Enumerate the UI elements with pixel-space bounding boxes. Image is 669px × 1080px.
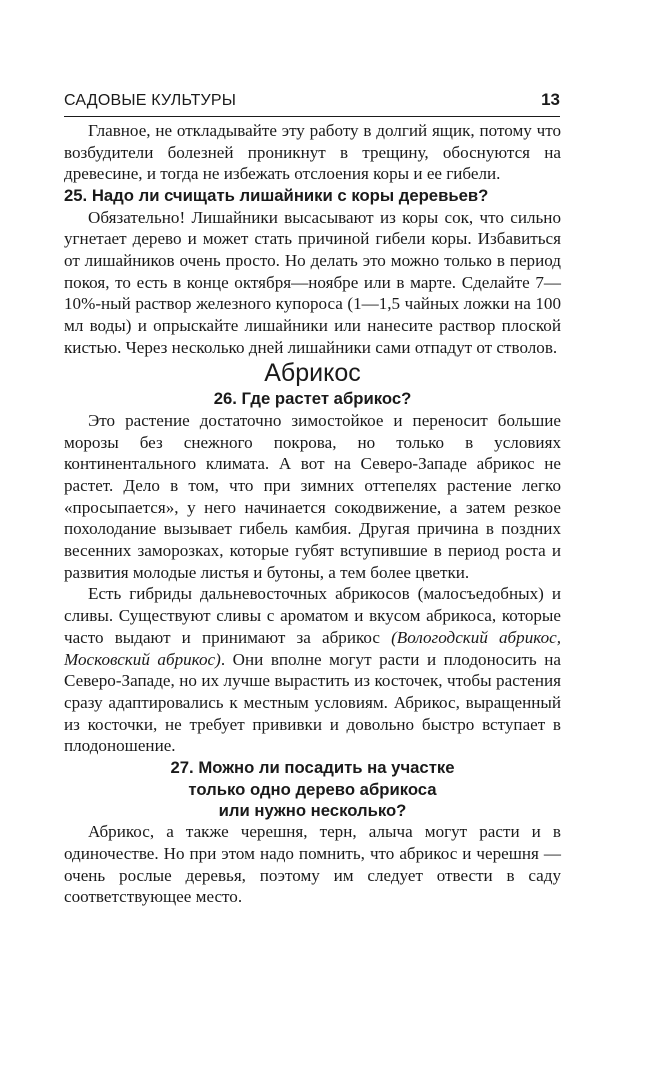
question-25-heading: 25. Надо ли счищать лишайники с коры деревьев? (64, 186, 489, 206)
answer-2-italic: (Вологодский абрикос, Московский абрикос) (64, 627, 561, 669)
page-content (64, 120, 561, 908)
question-26-answer-paragraph-2 (64, 583, 561, 757)
question-27-line-3: или нужно несколько? (218, 800, 407, 820)
question-27-answer: Абрикос, а также черешня, терн, алыча могут расти и в одиночестве. Но при этом надо помнить, что абрикос и черешня — очень рослые деревья, поэтому им следует отвести в саду соответствующее место. (64, 822, 561, 907)
answer-2-end: . Они вполне могут расти и плодоносить на Северо-Западе, но их лучше вырастить из косточек, чтобы растения сразу адаптировались к местным условиям. Абрикос, выращенный из косточки, не требует прививки и довольно быстро вступает в плодоношение. (64, 649, 561, 756)
question-27-line-1: 27. Можно ли посадить на участке (170, 758, 455, 778)
answer-2-start: Есть гибриды дальневосточных абрикосов (малосъедобных) и сливы. Существуют сливы с ароматом и вкусом абрикоса, которые часто выдают и принимают за абрикос (64, 584, 561, 647)
intro-paragraph: Главное, не откладывайте эту работу в долгий ящик, потому что возбудители болезней проникнут в трещину, обоснуются на древесине, и тогда не избежать отслоения коры и ее гибели. (64, 121, 561, 184)
question-26-answer-paragraph-1: Это растение достаточно зимостойкое и переносит большие морозы без снежного покрова, но только в условиях континентального климата. А вот на Северо-Западе абрикос не растет. Дело в том, что при зимних оттепелях растение легко «просыпается», у него начинается сокодвижение, а затем резкое похолодание вызывает гибель камбия. Другая причина в поздних весенних заморозках, которые губят вступившие в период роста и развития молодые листья и бутоны, а тем более цветки. (64, 410, 561, 582)
page-number: 13 (541, 90, 560, 109)
question-27-line-2: только одно дерево абрикоса (188, 779, 437, 799)
section-title: Абрикос (264, 359, 361, 388)
question-25-answer: Обязательно! Лишайники высасывают из коры сок, что сильно угнетает дерево и может стать причиной гибели коры. Избавиться от лишайников очень просто. Но делать это можно только в период покоя, то есть в конце октября—ноябре или в марте. Сделайте 7—10%-ный раствор железного купороса (1—1,5 чайных ложки на 100 мл воды) и опрыскайте лишайники или нанесите раствор плоской кистью. Через несколько дней лишайники сами отпадут от стволов. (64, 207, 561, 357)
question-26-heading: 26. Где растет абрикос? (213, 389, 412, 409)
running-title: САДОВЫЕ КУЛЬТУРЫ (64, 92, 237, 109)
running-header (64, 90, 560, 117)
question-27-heading (64, 757, 561, 821)
